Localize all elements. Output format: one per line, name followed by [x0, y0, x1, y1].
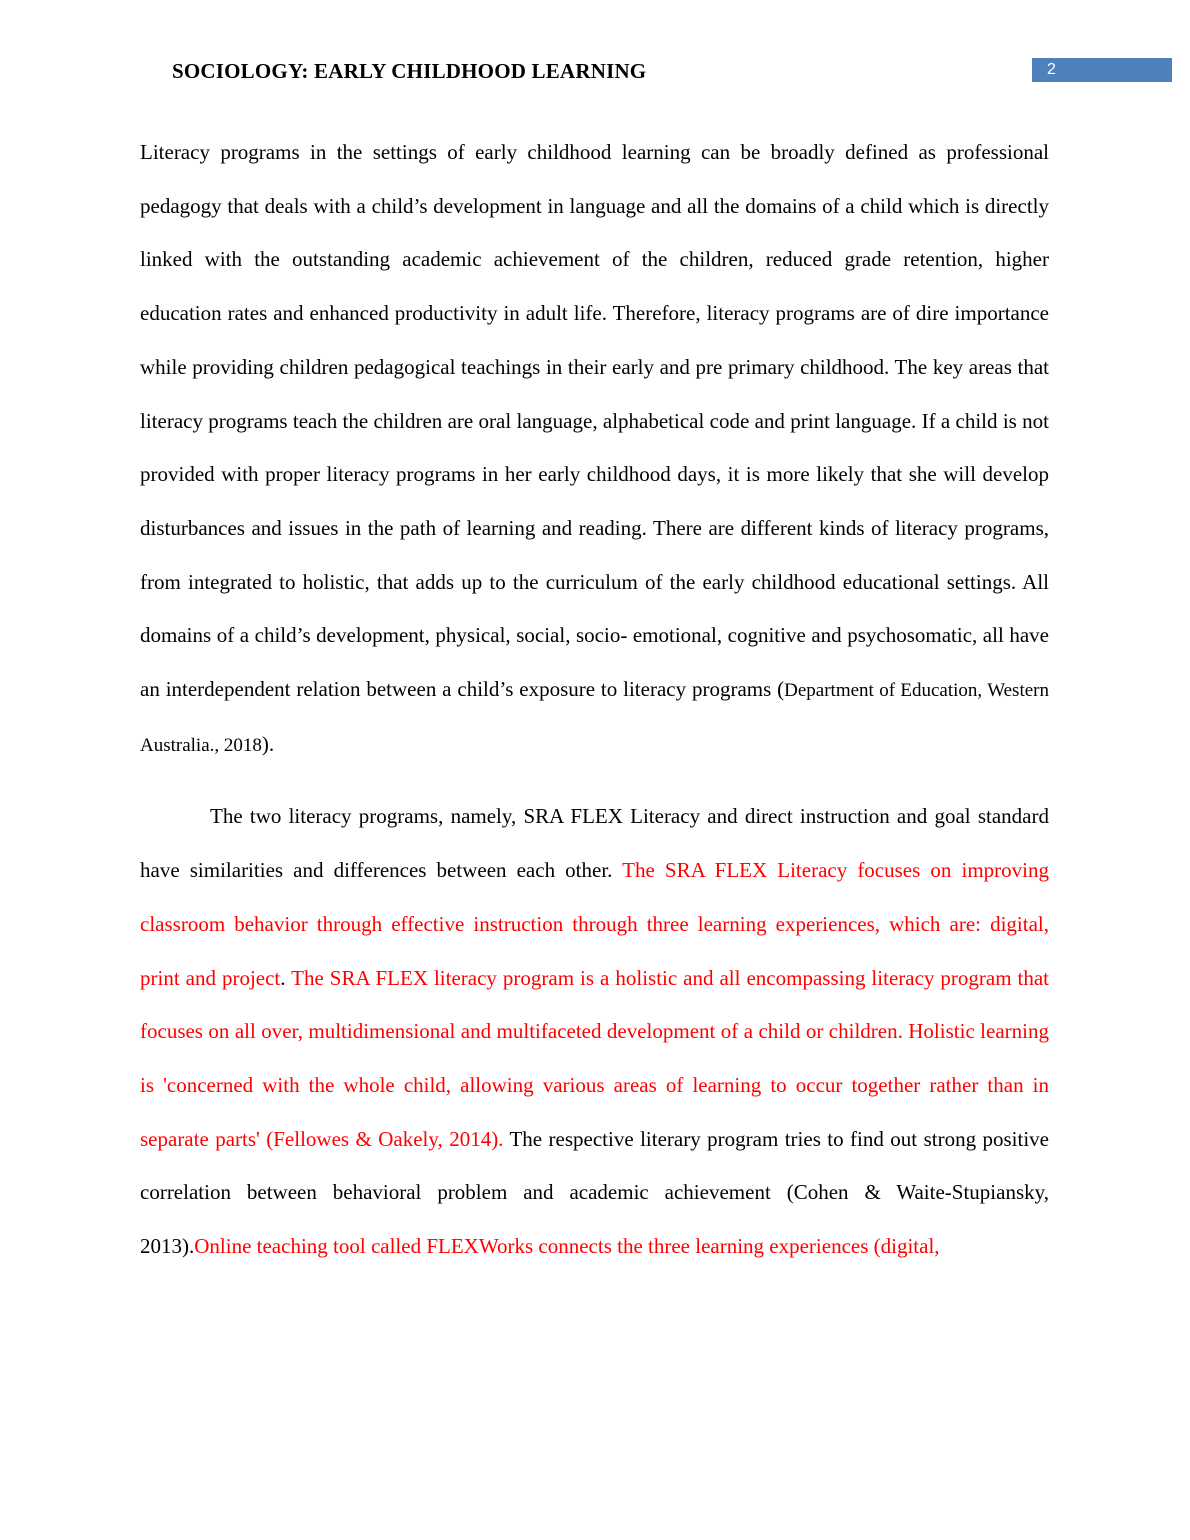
- paragraph-2: [140, 790, 1049, 1273]
- citation-department-of-education: Department of Education, Western Australia., 2018: [140, 680, 1049, 756]
- running-head: SOCIOLOGY: EARLY CHILDHOOD LEARNING: [172, 59, 647, 83]
- paragraph-2-red-sentence-2: The SRA FLEX literacy program is a holistic and all encompassing literacy program that focuses on all over, multidimensional and multifaceted development of a child or children. Holistic learning is 'concerned with the whole child, allowing various areas of learning to occur together rather than in separate parts' (Fellowes & Oakely, 2014).: [140, 965, 1050, 1151]
- paragraph-2-red-sentence-1: The SRA FLEX Literacy focuses on improving classroom behavior through effective instruction through three learning experiences, which are: digital, print and project: [140, 858, 1049, 990]
- page-number: 2: [1032, 58, 1172, 82]
- paragraph-1-text: Literacy programs in the settings of early childhood learning can be broadly defined as professional pedagogy that deals with a child’s development in language and all the domains of a child which is directly linked with the outstanding academic achievement of the children, reduced grade retention, higher education rates and enhanced productivity in adult life. Therefore, literacy programs are of dire importance while providing children pedagogical teachings in their early and pre primary childhood. The key areas that literacy programs teach the children are oral language, alphabetical code and print language. If a child is not provided with proper literacy programs in her early childhood days, it is more likely that she will develop disturbances and issues in the path of learning and reading. There are different kinds of literacy programs, from integrated to holistic, that adds up to the curriculum of the early childhood educational settings. All domains of a child’s development, physical, social, socio- emotional, cognitive and psychosomatic, all have an interdependent relation between a child’s exposure to literacy programs (: [140, 140, 1049, 702]
- paragraph-2-part-5: The respective literary program tries to find out strong positive correlation between behavioral problem and academic achievement (Cohen & Waite-Stupiansky, 2013).: [140, 1126, 1049, 1259]
- document-body: [140, 126, 1049, 1274]
- paragraph-2-red-sentence-3: Online teaching tool called FLEXWorks connects the three learning experiences (digital,: [194, 1234, 940, 1259]
- paragraph-2-part-1: The two literacy programs, namely, SRA FLEX Literacy and direct instruction and goal standard have similarities and differences between each other.: [140, 804, 1049, 883]
- paragraph-2-part-3: .: [280, 965, 292, 990]
- paragraph-1-end: ).: [261, 731, 275, 756]
- paragraph-1: [140, 126, 1049, 772]
